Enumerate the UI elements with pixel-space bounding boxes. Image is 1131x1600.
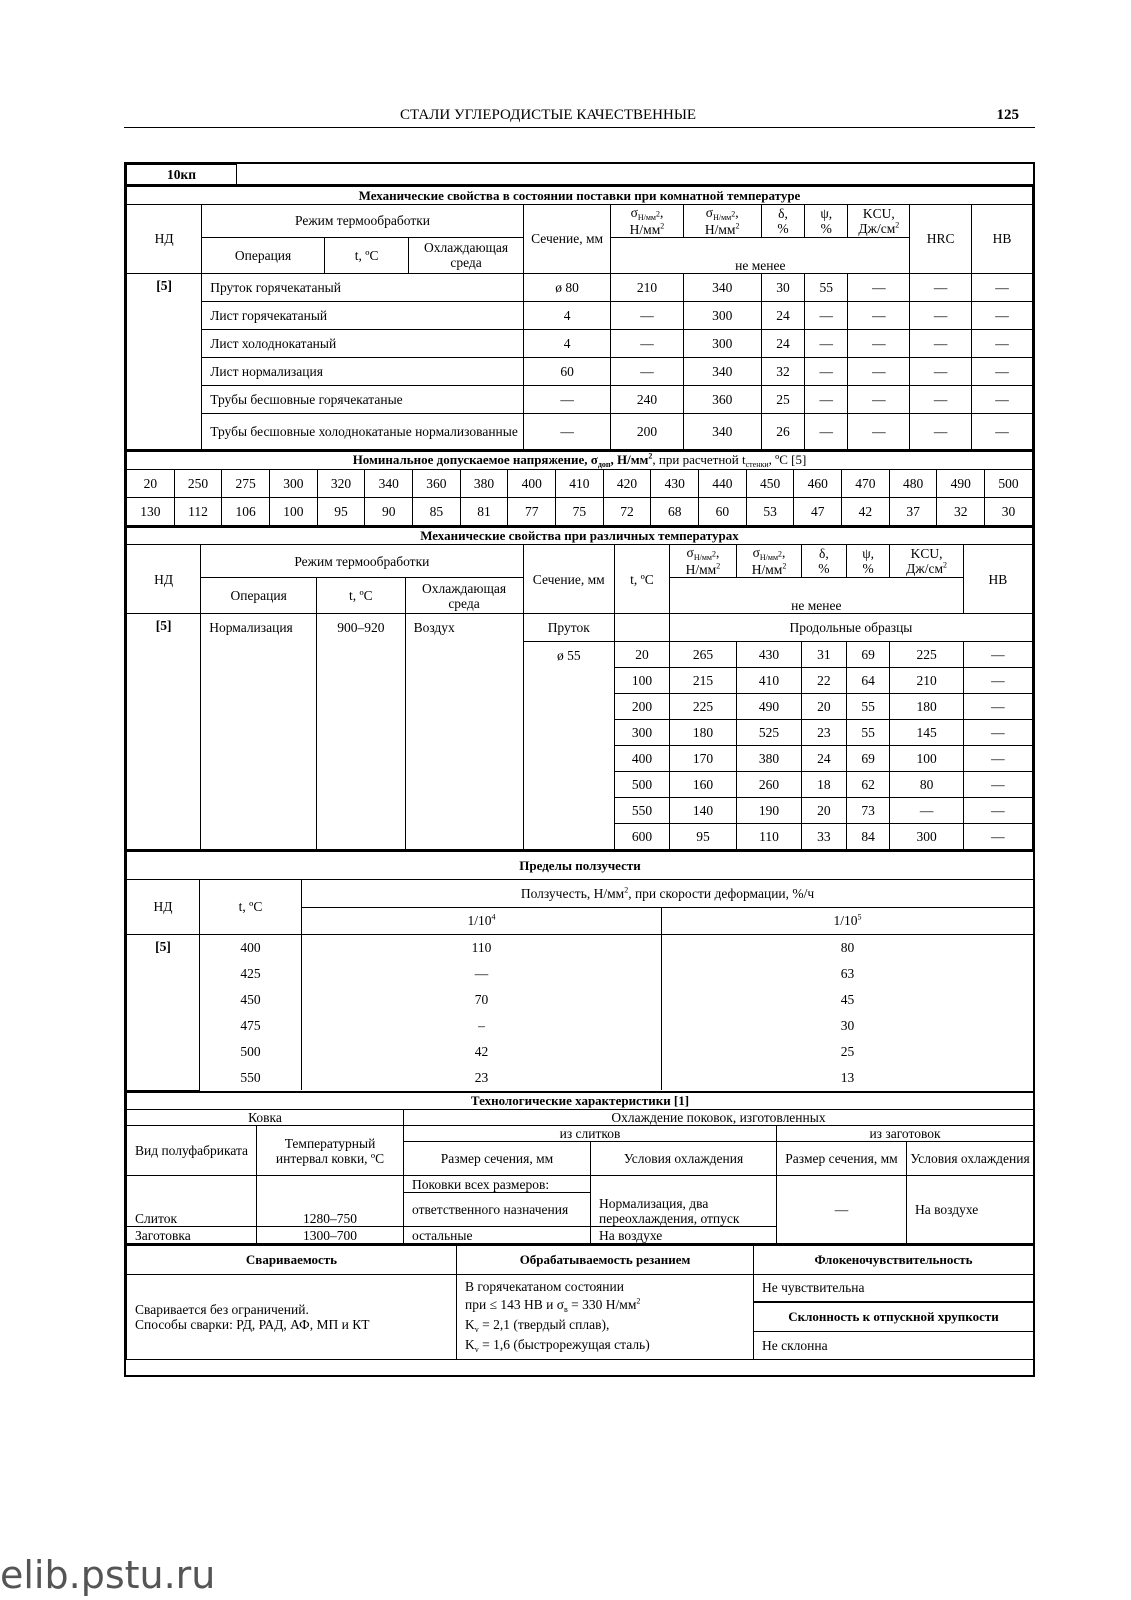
t-header: t, ºC — [317, 578, 405, 614]
stress-cell: 130 — [127, 497, 175, 525]
table-row — [127, 301, 1033, 329]
responsible-cell: ответственного назначения — [404, 1193, 591, 1227]
rate-1e5: $1/10^5$ — [662, 907, 1034, 934]
value-cell: 63 — [662, 960, 1034, 986]
grade-row — [126, 164, 1033, 185]
stress-cell: 47 — [794, 497, 842, 525]
value-cell: — — [910, 301, 972, 329]
machinability-header: Обрабатываемость резанием — [457, 1245, 754, 1274]
operation-cell: Трубы бесшовные холоднокатаные нормализованные — [202, 413, 524, 449]
value-cell: — — [611, 329, 683, 357]
table-row — [127, 329, 1033, 357]
value-cell: 425 — [200, 960, 302, 986]
value-cell: — — [963, 798, 1032, 824]
operation-cell: Нормализация — [201, 614, 317, 850]
stress-cell: 60 — [699, 497, 747, 525]
value-cell: — — [302, 960, 662, 986]
section-dia-cell: ø 55 — [523, 642, 615, 850]
stress-cell: 90 — [365, 497, 413, 525]
stress-cell: 75 — [556, 497, 604, 525]
value-cell: 525 — [736, 720, 801, 746]
table-row — [127, 273, 1033, 301]
kind-header: Вид полуфабриката — [127, 1126, 257, 1176]
temp-cell: 430 — [651, 469, 699, 497]
stress-cell: 37 — [889, 497, 937, 525]
value-cell: — — [805, 301, 848, 329]
table-row — [127, 1064, 1034, 1090]
value-cell: 550 — [200, 1064, 302, 1090]
value-cell: — — [972, 329, 1033, 357]
samples-cell: Продольные образцы — [669, 614, 1032, 642]
nd-ref: [5] — [127, 614, 201, 850]
value-cell: — — [972, 301, 1033, 329]
stress-cell: 68 — [651, 497, 699, 525]
value-cell: — — [848, 301, 910, 329]
allowable-stress-table — [126, 450, 1033, 526]
billet-cell: Заготовка — [127, 1227, 257, 1244]
s02-header: $\sigma_{Н/мм^2}$, $Н/мм^2$ — [669, 545, 736, 578]
temp-cell: 400 — [508, 469, 556, 497]
nd-ref: [5] — [127, 273, 202, 449]
value-cell: — — [848, 329, 910, 357]
value-cell: 500 — [615, 772, 670, 798]
flake-header: Флокеночувствительность — [754, 1245, 1034, 1274]
value-cell: 475 — [200, 1012, 302, 1038]
value-cell: 64 — [846, 668, 890, 694]
table-row — [127, 385, 1033, 413]
value-cell: 500 — [200, 1038, 302, 1064]
min-note: не менее — [611, 237, 910, 273]
header-rule — [124, 127, 1035, 128]
value-cell: 180 — [890, 694, 963, 720]
temp-cell: 250 — [174, 469, 222, 497]
weldability-text: Сваривается без ограничений. Способы сварки: РД, РАД, АФ, МП и КТ — [127, 1274, 457, 1359]
value-cell: 180 — [669, 720, 736, 746]
temp-cell: 490 — [937, 469, 985, 497]
norm-cell: Нормализация, два переохлаждения, отпуск — [591, 1176, 777, 1227]
s1-title: Механические свойства в состоянии поставки при комнатной температуре — [127, 186, 1033, 204]
value-cell: — — [972, 413, 1033, 449]
value-cell: 300 — [683, 329, 761, 357]
cooling-header: Охлаждение поковок, изготовленных — [404, 1110, 1034, 1126]
ingot-cell: Слиток — [127, 1176, 257, 1227]
kcu-header: KCU, $Дж/см^2$ — [848, 204, 910, 237]
value-cell: 24 — [761, 301, 804, 329]
forging-header: Ковка — [127, 1110, 404, 1126]
hrc-header: HRC — [910, 204, 972, 273]
machinability-text: В горячекатаном состоянии при ≤ 143 НВ и $\sigma_в = 330$ $Н/мм^2$ $K_v = 2,1$ (твердый сплав), $K_v = 1,6$ (быстрорежущая сталь) — [457, 1274, 754, 1359]
value-cell: 23 — [802, 720, 847, 746]
value-cell: 62 — [846, 772, 890, 798]
cond2-header: Условия охлаждения — [907, 1142, 1034, 1176]
temp-cell: 460 — [794, 469, 842, 497]
value-cell: — — [805, 385, 848, 413]
size2-header: Размер сечения, мм — [777, 1142, 907, 1176]
value-cell: 300 — [683, 301, 761, 329]
value-cell: — — [805, 357, 848, 385]
value-cell: 400 — [200, 934, 302, 960]
value-cell: — — [611, 357, 683, 385]
value-cell: 300 — [615, 720, 670, 746]
temp-cell: 500 — [985, 469, 1033, 497]
value-cell: 360 — [683, 385, 761, 413]
value-cell: — — [910, 413, 972, 449]
rest-cell: остальные — [404, 1227, 591, 1244]
temp-cell: 320 — [317, 469, 365, 497]
table-row — [127, 357, 1033, 385]
stress-cell: 53 — [746, 497, 794, 525]
value-cell: 265 — [669, 642, 736, 668]
value-cell: 73 — [846, 798, 890, 824]
cool-header: Охлаждающая среда — [409, 237, 523, 273]
value-cell: — — [972, 357, 1033, 385]
temper-value: Не склонна — [754, 1331, 1034, 1359]
grade-label: 10кп — [127, 165, 237, 185]
value-cell: — — [963, 824, 1032, 850]
cool-cell: Воздух — [405, 614, 523, 850]
value-cell: 200 — [611, 413, 683, 449]
value-cell: — — [523, 413, 611, 449]
value-cell: 410 — [736, 668, 801, 694]
value-cell: 23 — [302, 1064, 662, 1090]
page-number: 125 — [996, 107, 1019, 123]
temp-cell: 380 — [460, 469, 508, 497]
sv-header: $\sigma_{Н/мм^2}$, $Н/мм^2$ — [736, 545, 801, 578]
value-cell: — — [910, 385, 972, 413]
value-cell: 33 — [802, 824, 847, 850]
value-cell: 225 — [890, 642, 963, 668]
stress-cell: 77 — [508, 497, 556, 525]
value-cell: 4 — [523, 329, 611, 357]
operation-cell: Пруток горячекатаный — [202, 273, 524, 301]
value-cell: — — [963, 746, 1032, 772]
value-cell: 100 — [615, 668, 670, 694]
value-cell: — — [963, 720, 1032, 746]
cond-header: Условия охлаждения — [591, 1142, 777, 1176]
s4-title: Пределы ползучести — [127, 851, 1034, 879]
value-cell: 13 — [662, 1064, 1034, 1090]
s02-header: $\sigma_{Н/мм^2}$, $Н/мм^2$ — [611, 204, 683, 237]
value-cell: 30 — [761, 273, 804, 301]
section-header: Сечение, мм — [523, 204, 611, 273]
value-cell: 31 — [802, 642, 847, 668]
sv-header: $\sigma_{Н/мм^2}$, $Н/мм^2$ — [683, 204, 761, 237]
temp-cell: 360 — [413, 469, 461, 497]
properties-summary-table — [126, 1244, 1034, 1360]
s3-title: Механические свойства при различных температурах — [127, 527, 1033, 545]
value-cell: 32 — [761, 357, 804, 385]
nd-ref: [5] — [127, 934, 200, 1090]
min-note: не менее — [669, 578, 963, 614]
psi-header: ψ, % — [805, 204, 848, 237]
value-cell: 18 — [802, 772, 847, 798]
value-cell: 24 — [761, 329, 804, 357]
value-cell: 210 — [890, 668, 963, 694]
watermark: elib.pstu.ru — [0, 1553, 216, 1597]
value-cell: 55 — [846, 694, 890, 720]
blank-cell — [615, 614, 670, 642]
temp-cell: 470 — [842, 469, 890, 497]
temp-cell: 340 — [365, 469, 413, 497]
value-cell: 84 — [846, 824, 890, 850]
value-cell: — — [972, 385, 1033, 413]
stress-cell: 112 — [174, 497, 222, 525]
blank-size: — — [777, 1176, 907, 1244]
op-header: Операция — [202, 237, 325, 273]
stress-cell: 95 — [317, 497, 365, 525]
value-cell: 69 — [846, 746, 890, 772]
value-cell: — — [523, 385, 611, 413]
s5-title: Технологические характеристики [1] — [127, 1092, 1034, 1110]
operation-cell: Лист нормализация — [202, 357, 524, 385]
value-cell: — — [972, 273, 1033, 301]
range-header: Температурный интервал ковки, ºC — [257, 1126, 404, 1176]
temp-cell: 450 — [746, 469, 794, 497]
value-cell: 240 — [611, 385, 683, 413]
temp-cell: 20 — [127, 469, 175, 497]
all-sizes-cell: Поковки всех размеров: — [404, 1176, 591, 1193]
hb-header: HB — [972, 204, 1033, 273]
value-cell: 55 — [805, 273, 848, 301]
value-cell: 22 — [802, 668, 847, 694]
value-cell: 110 — [302, 934, 662, 960]
billet-range: 1300–700 — [257, 1227, 404, 1244]
value-cell: — — [848, 357, 910, 385]
value-cell: 70 — [302, 986, 662, 1012]
stress-cell: 106 — [222, 497, 270, 525]
value-cell: — — [963, 642, 1032, 668]
value-cell: 400 — [615, 746, 670, 772]
technology-table — [126, 1091, 1034, 1245]
t-header: t, ºC — [200, 879, 302, 934]
hb-header: HB — [963, 545, 1032, 614]
stress-cell: 100 — [270, 497, 318, 525]
table-row — [127, 1012, 1034, 1038]
rest-cond: На воздухе — [591, 1227, 777, 1244]
value-cell: 490 — [736, 694, 801, 720]
value-cell: 340 — [683, 413, 761, 449]
value-cell: 80 — [662, 934, 1034, 960]
value-cell: 100 — [890, 746, 963, 772]
op-header: Операция — [201, 578, 317, 614]
value-cell: — — [910, 329, 972, 357]
value-cell: — — [848, 413, 910, 449]
ingot-range: 1280–750 — [257, 1176, 404, 1227]
operation-cell: Лист горячекатаный — [202, 301, 524, 329]
delta-header: δ, % — [761, 204, 804, 237]
value-cell: — — [611, 301, 683, 329]
t-header: t, ºC — [324, 237, 409, 273]
temp-cell: 300 — [270, 469, 318, 497]
value-cell: — — [963, 694, 1032, 720]
steel-card — [124, 162, 1035, 1377]
value-cell: 45 — [662, 986, 1034, 1012]
flake-value: Не чувствительна — [754, 1274, 1034, 1302]
value-cell: — — [848, 273, 910, 301]
value-cell: 140 — [669, 798, 736, 824]
value-cell: 25 — [662, 1038, 1034, 1064]
weldability-header: Свариваемость — [127, 1245, 457, 1274]
stress-cell: 85 — [413, 497, 461, 525]
value-cell: 215 — [669, 668, 736, 694]
running-title: СТАЛИ УГЛЕРОДИСТЫЕ КАЧЕСТВЕННЫЕ — [400, 107, 697, 123]
ingots-header: из слитков — [404, 1126, 777, 1142]
value-cell: 260 — [736, 772, 801, 798]
value-cell: 145 — [890, 720, 963, 746]
rate-1e4: $1/10^4$ — [302, 907, 662, 934]
delivery-properties-table — [126, 185, 1033, 450]
stress-cell: 30 — [985, 497, 1033, 525]
blank-cond: На воздухе — [907, 1176, 1034, 1244]
operation-cell: Лист холоднокатаный — [202, 329, 524, 357]
value-cell: 55 — [846, 720, 890, 746]
value-cell: — — [805, 413, 848, 449]
value-cell: — — [805, 329, 848, 357]
temp-cell: 440 — [699, 469, 747, 497]
value-cell: 190 — [736, 798, 801, 824]
table-row — [127, 413, 1033, 449]
value-cell: 80 — [890, 772, 963, 798]
value-cell: — — [963, 668, 1032, 694]
value-cell: 42 — [302, 1038, 662, 1064]
stress-cell: 42 — [842, 497, 890, 525]
value-cell: 110 — [736, 824, 801, 850]
value-cell: — — [910, 273, 972, 301]
value-cell: 340 — [683, 273, 761, 301]
value-cell: – — [302, 1012, 662, 1038]
value-cell: 450 — [200, 986, 302, 1012]
value-cell: — — [848, 385, 910, 413]
operation-cell: Трубы бесшовные горячекатаные — [202, 385, 524, 413]
stress-cell: 72 — [603, 497, 651, 525]
delta-header: δ, % — [802, 545, 847, 578]
value-cell: 69 — [846, 642, 890, 668]
kcu-header: KCU, $Дж/см^2$ — [890, 545, 963, 578]
cool-header: Охлаждающая среда — [405, 578, 523, 614]
section-header: Сечение, мм — [523, 545, 615, 614]
s2-title: Номинальное допускаемое напряжение, $\sigma_{доп}$, $Н/мм^2$, при расчетной $t_{стенки}$, ºC [5] — [127, 451, 1033, 470]
temperature-properties-table — [126, 526, 1033, 851]
nd-header: НД — [127, 204, 202, 273]
value-cell: 340 — [683, 357, 761, 385]
size-header: Размер сечения, мм — [404, 1142, 591, 1176]
creep-header: Ползучесть, $Н/мм^2$, при скорости деформации, %/ч — [302, 879, 1034, 907]
value-cell: — — [910, 357, 972, 385]
blanks-header: из заготовок — [777, 1126, 1034, 1142]
nd-header: НД — [127, 545, 201, 614]
temp-cell: 275 — [222, 469, 270, 497]
section-cell: Пруток — [523, 614, 615, 642]
value-cell: 95 — [669, 824, 736, 850]
value-cell: ø 80 — [523, 273, 611, 301]
mode-header: Режим термообработки — [202, 204, 524, 237]
mode-header: Режим термообработки — [201, 545, 523, 578]
value-cell: 20 — [615, 642, 670, 668]
value-cell: 25 — [761, 385, 804, 413]
t-header: t, ºC — [615, 545, 670, 614]
value-cell: 24 — [802, 746, 847, 772]
creep-table — [126, 850, 1034, 1091]
table-row — [127, 934, 1034, 960]
t-cell: 900–920 — [317, 614, 405, 850]
value-cell: 600 — [615, 824, 670, 850]
value-cell: 170 — [669, 746, 736, 772]
table-row — [127, 986, 1034, 1012]
value-cell: 26 — [761, 413, 804, 449]
value-cell: 300 — [890, 824, 963, 850]
psi-header: ψ, % — [846, 545, 890, 578]
value-cell: 200 — [615, 694, 670, 720]
stress-cell: 81 — [460, 497, 508, 525]
table-row — [127, 1038, 1034, 1064]
temp-cell: 420 — [603, 469, 651, 497]
value-cell: 550 — [615, 798, 670, 824]
stress-cell: 32 — [937, 497, 985, 525]
temp-cell: 480 — [889, 469, 937, 497]
temp-cell: 410 — [556, 469, 604, 497]
table-row — [127, 960, 1034, 986]
value-cell: 210 — [611, 273, 683, 301]
temper-header: Склонность к отпускной хрупкости — [754, 1302, 1034, 1331]
value-cell: 60 — [523, 357, 611, 385]
nd-header: НД — [127, 879, 200, 934]
value-cell: 20 — [802, 694, 847, 720]
value-cell: 160 — [669, 772, 736, 798]
value-cell: — — [963, 772, 1032, 798]
table-row — [127, 614, 1033, 642]
value-cell: 20 — [802, 798, 847, 824]
value-cell: 30 — [662, 1012, 1034, 1038]
value-cell: — — [890, 798, 963, 824]
value-cell: 225 — [669, 694, 736, 720]
value-cell: 430 — [736, 642, 801, 668]
value-cell: 4 — [523, 301, 611, 329]
value-cell: 380 — [736, 746, 801, 772]
